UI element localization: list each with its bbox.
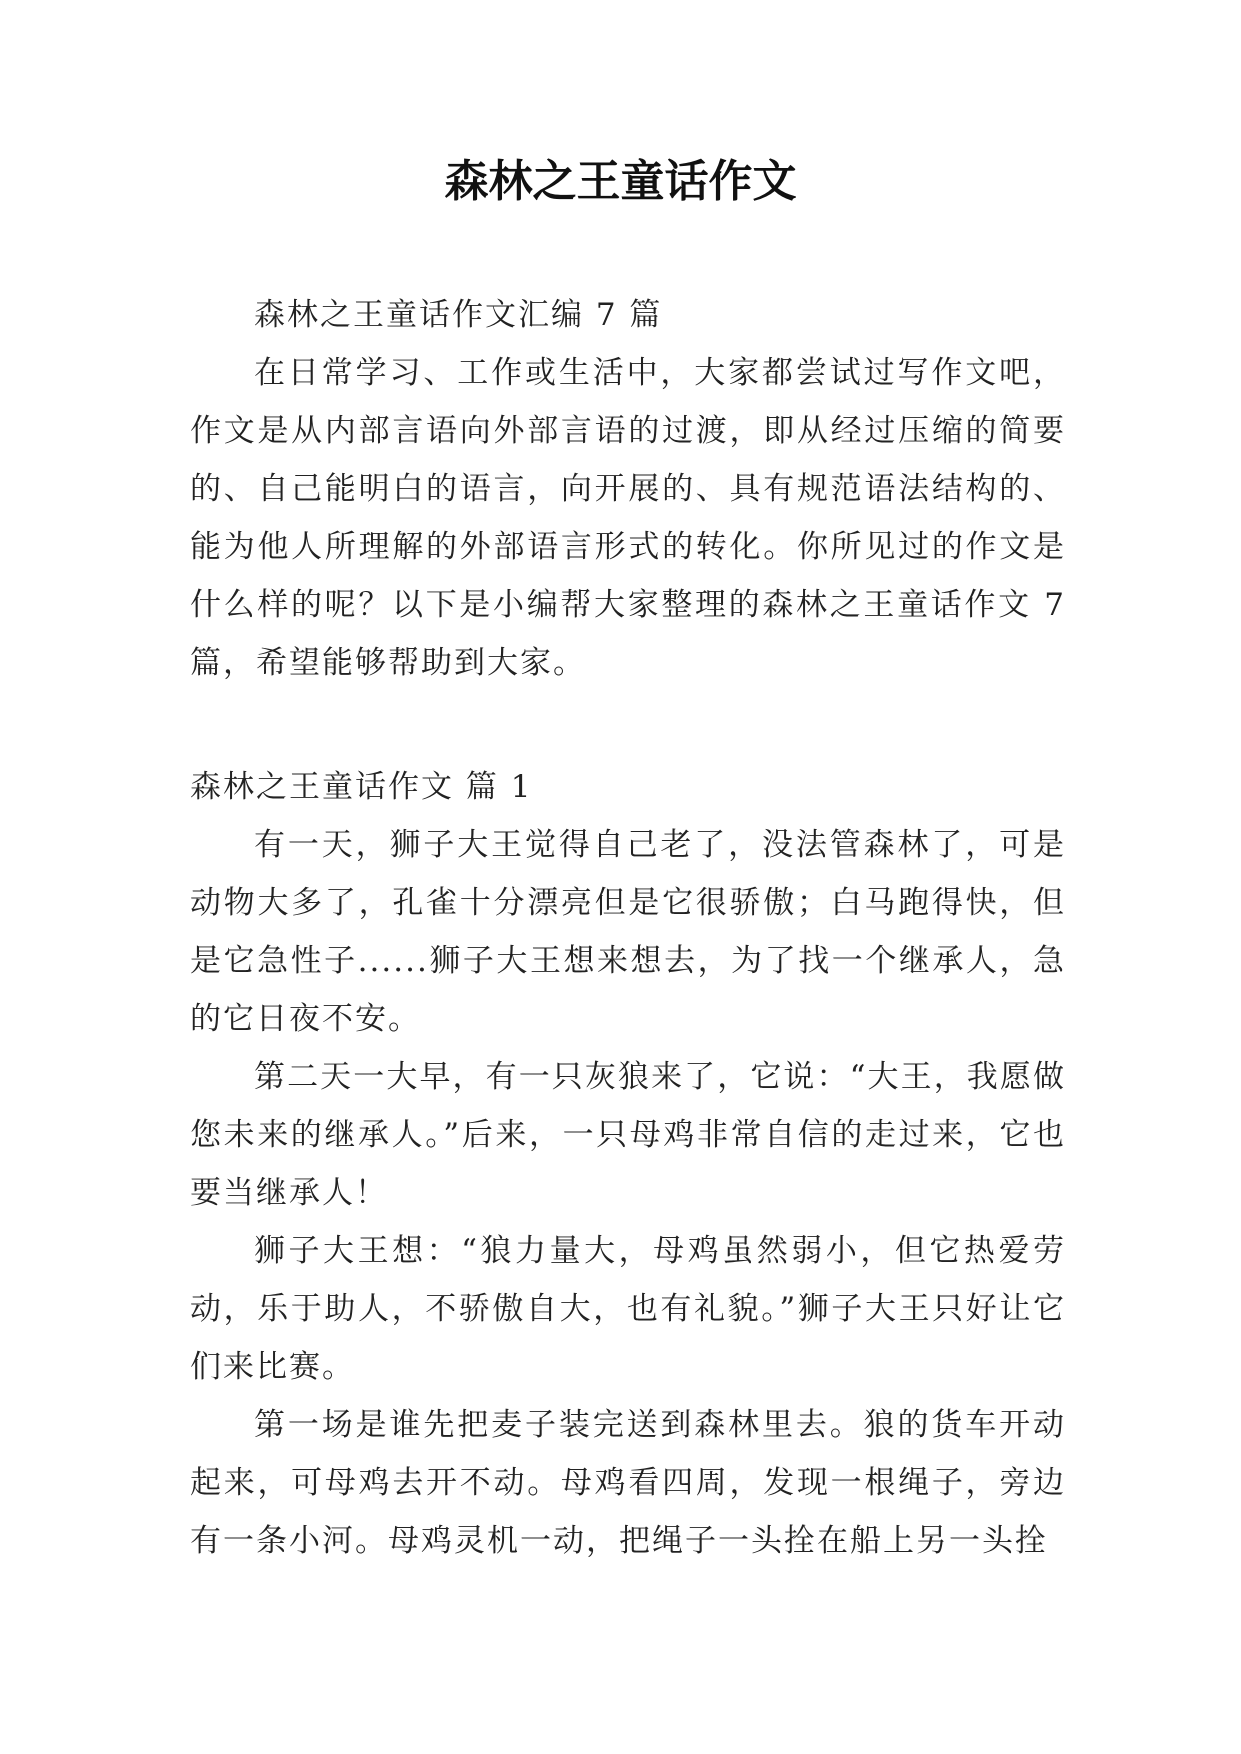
document-body xyxy=(190,286,1066,1570)
body-paragraph: 第二天一大早，有一只灰狼来了，它说：“大王，我愿做您未来的继承人。”后来，一只母鸡非常自信的走过来，它也要当继承人！ xyxy=(190,1059,1066,1211)
body-paragraph: 第一场是谁先把麦子装完送到森林里去。狼的货车开动起来，可母鸡去开不动。母鸡看四周，发现一根绳子，旁边有一条小河。母鸡灵机一动，把绳子一头拴在船上另一头拴 xyxy=(190,1407,1066,1559)
intro-paragraph: 在日常学习、工作或生活中，大家都尝试过写作文吧，作文是从内部言语向外部言语的过渡，即从经过压缩的简要的、自己能明白的语言，向开展的、具有规范语法结构的、能为他人所理解的外部语言形式的转化。你所见过的作文是什么样的呢？以下是小编帮大家整理的森林之王童话作文 7 篇，希望能够帮助到大家。 xyxy=(190,355,1066,681)
body-paragraph: 狮子大王想：“狼力量大，母鸡虽然弱小，但它热爱劳动，乐于助人，不骄傲自大，也有礼貌。”狮子大王只好让它们来比赛。 xyxy=(190,1233,1066,1385)
body-paragraph: 有一天，狮子大王觉得自己老了，没法管森林了，可是动物大多了，孔雀十分漂亮但是它很骄傲；白马跑得快，但是它急性子......狮子大王想来想去，为了找一个继承人，急的它日夜不安。 xyxy=(190,827,1066,1037)
section-title: 森林之王童话作文 篇 1 xyxy=(190,769,533,805)
collection-subtitle: 森林之王童话作文汇编 7 篇 xyxy=(254,297,663,333)
document-title: 森林之王童话作文 xyxy=(444,156,797,207)
